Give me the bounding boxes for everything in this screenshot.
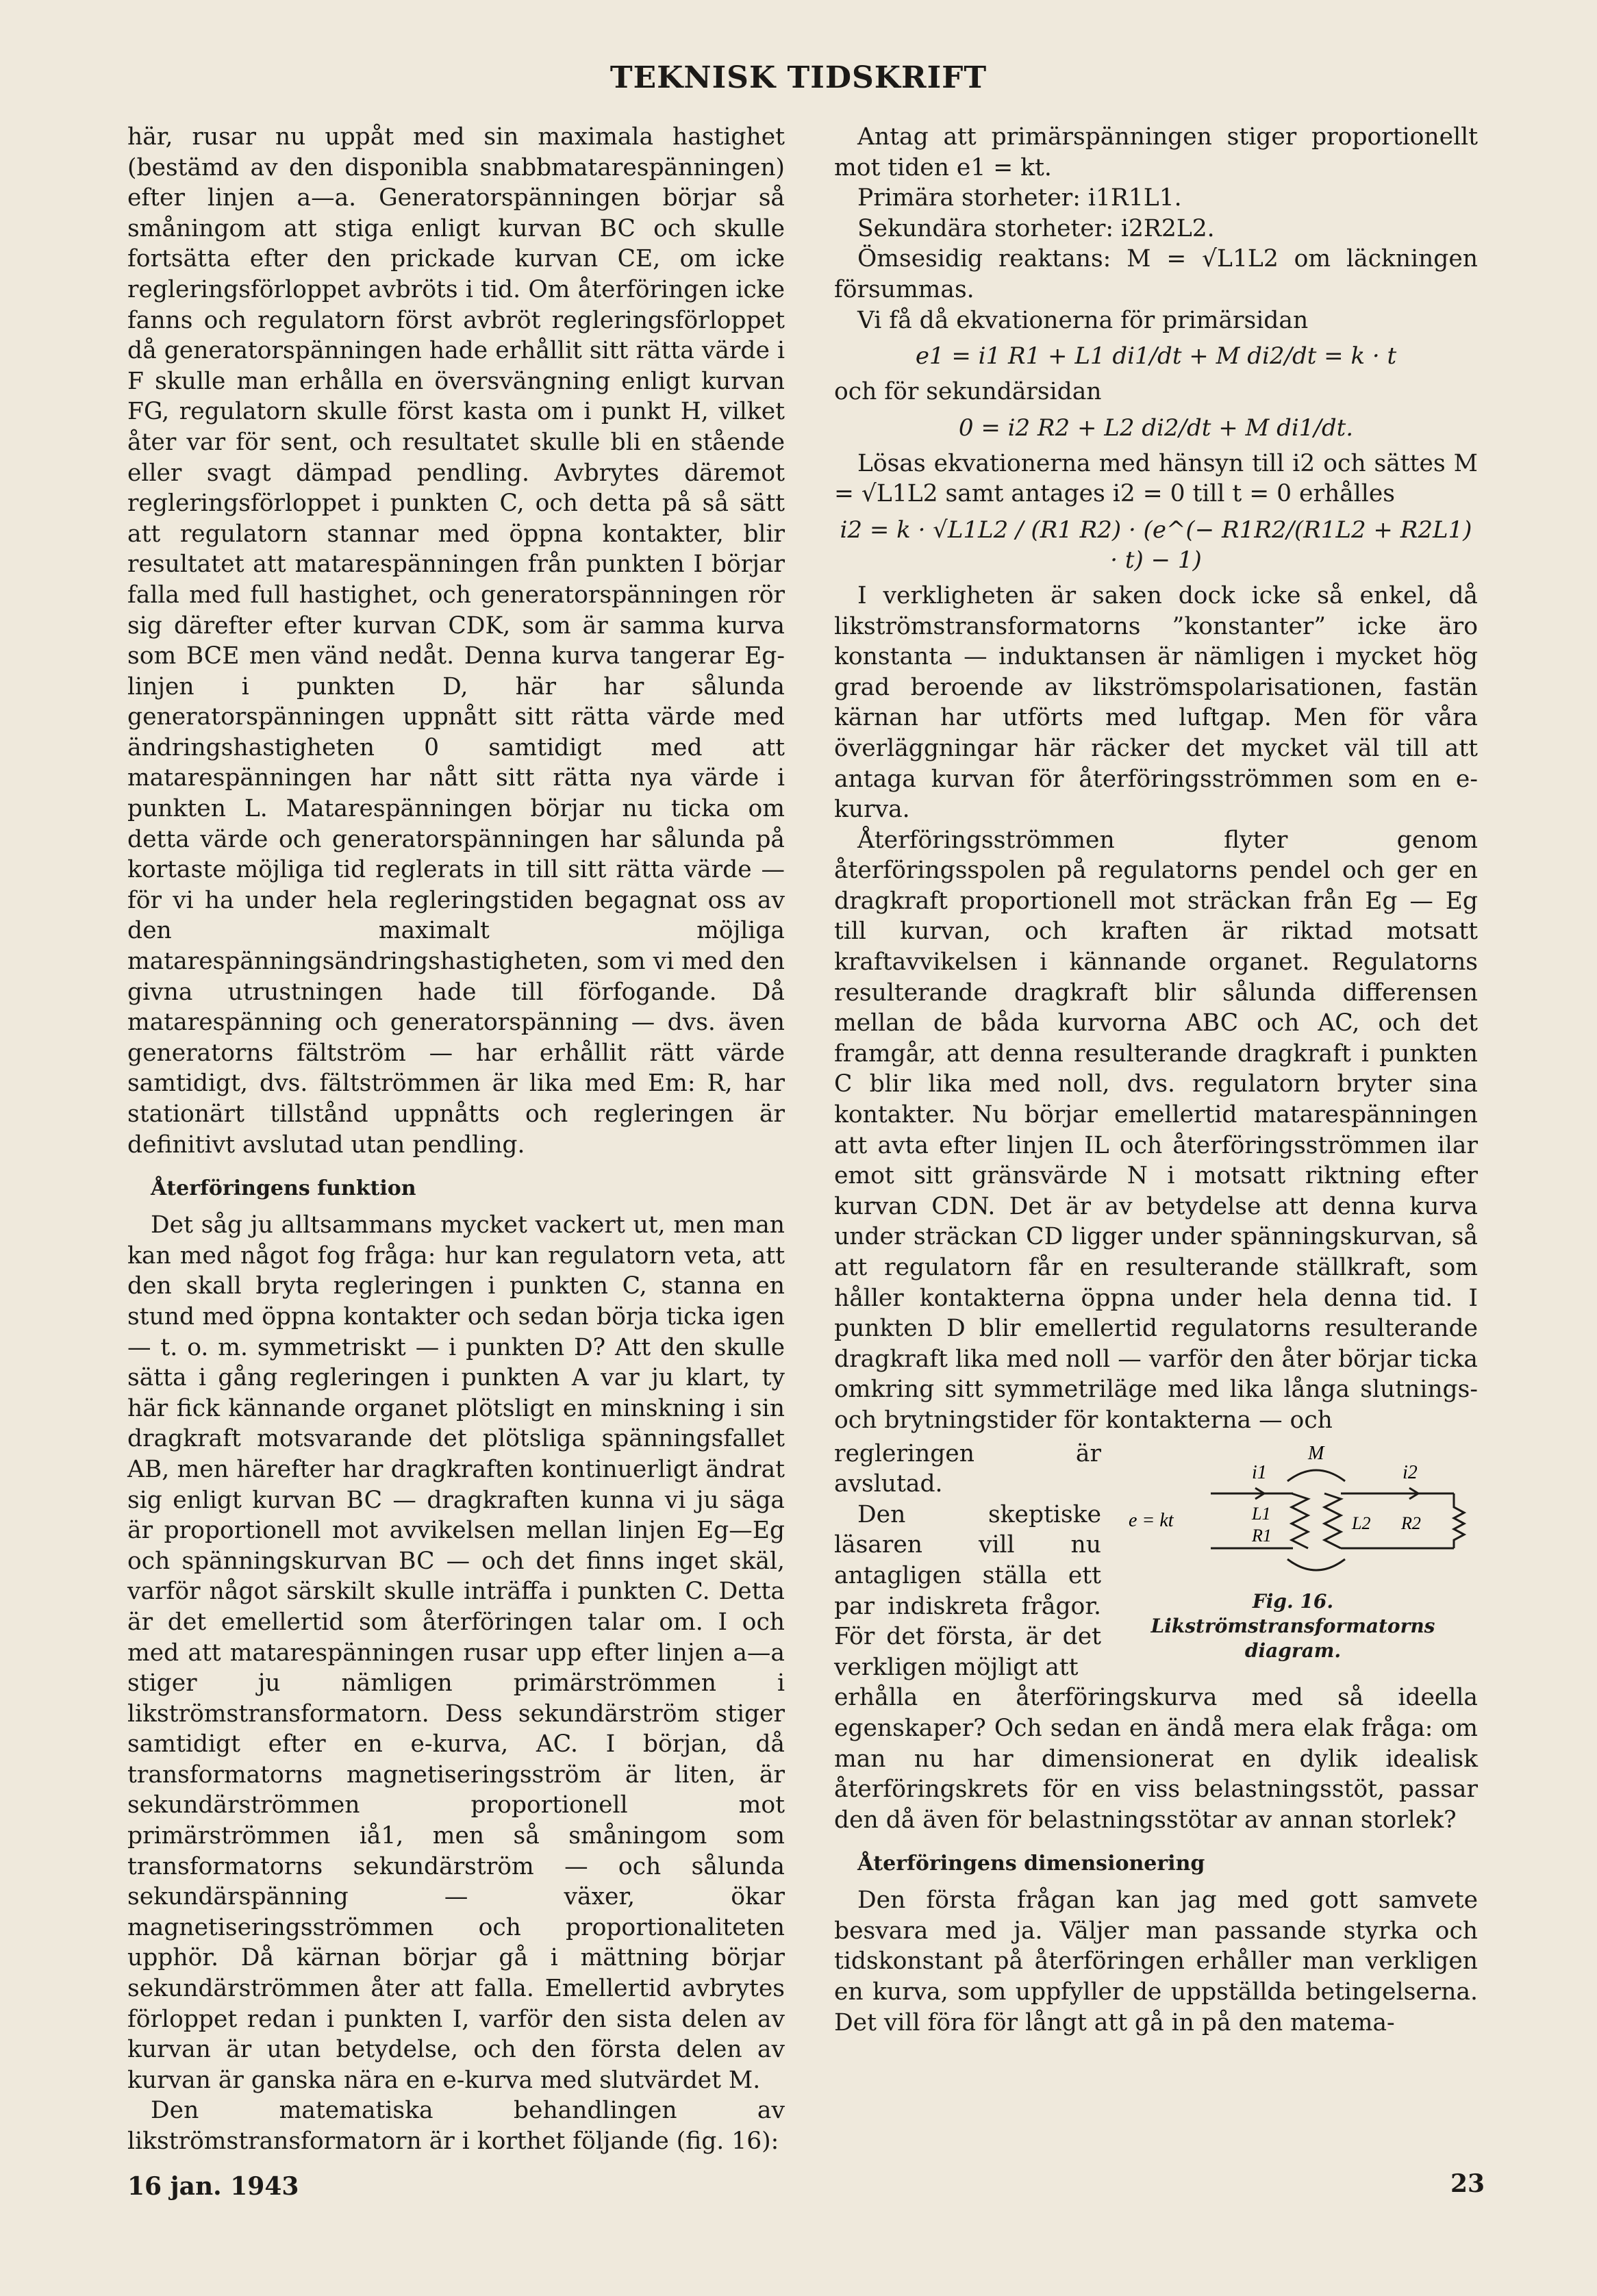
equation-solution: i2 = k · √L1L2 / (R1 R2) · (e^(− R1R2/(R1L2 + R2L1) · t) − 1) [840, 516, 1472, 574]
issue-date: 16 jan. 1943 [127, 2172, 299, 2201]
section-heading: Återföringens funktion [151, 1176, 416, 1201]
paragraph: Den matematiska behandlingen av likströmstransformatorn är i korthet följande (fig. 16): [127, 2097, 785, 2155]
section-heading: Återföringens dimensionering [857, 1852, 1205, 1876]
page-number: 23 [1450, 2169, 1485, 2198]
equation-secondary: 0 = i2 R2 + L2 di2/dt + M di1/dt. [958, 414, 1354, 442]
label-R2: R2 [1401, 1513, 1421, 1533]
right-column [834, 122, 1478, 2038]
label-L2: L2 [1352, 1513, 1371, 1533]
paragraph: erhålla en återföringskurva med så ideella egenskaper? Och sedan en ändå mera elak fråga: om man nu har dimensionerat en dylik idealisk återföringskrets för en viss belastningsstöt, passar den då även för belastningsstötar av annan storlek? [834, 1684, 1478, 1834]
paragraph: regleringen är avslutad. [834, 1439, 1101, 1498]
figure-row [834, 1439, 1478, 1683]
label-L1: L1 [1252, 1503, 1271, 1524]
paragraph: här, rusar nu uppåt med sin maximala hastighet (bestämd av den disponibla snabbmatarespänningen) efter linjen a—a. Generatorspänningen börjar så småningom att stiga enligt kurvan BC och skulle fortsätta efter den prickade kurvan CE, om icke regleringsförloppet avbröts i tid. Om återföringen icke fanns och regulatorn först avbröt regleringsförloppet då generatorspänningen hade erhållit sitt rätta värde i F skulle man erhålla en översvängning enligt kurvan FG, regulatorn skulle först kasta om i punkt H, vilket åter var för sent, och resultatet skulle bli en stående eller svagt dämpad pendling. Avbrytes däremot regleringsförloppet i punkten C, och detta på så sätt att regulatorn stannar med öppna kontakter, blir resultatet att matarespänningen från punkten I börjar falla med full hastighet, och generatorspänningen rör sig därefter efter kurvan CDK, som är samma kurva som BCE men vänd nedåt. Denna kurva tangerar Eg-linjen i punkten D, här har sålunda generatorspänningen uppnått sitt rätta värde med ändringshastigheten 0 samtidigt med att matarespänningen har nått sitt rätta nya värde i punkten L. Matarespänningen börjar nu ticka om detta värde och generatorspänningen har sålunda på kortaste möjliga tid reglerats in till sitt rätta värde — för vi ha under hela regleringstiden begagnat oss av den maximalt möjliga matarespänningsändringshastigheten, som vi med den givna utrustningen hade till förfogande. Då matarespänning och generatorspänning — dvs. även generatorns fältström — har erhållit rätt värde samtidigt, dvs. fältströmmen är lika med Em: R, har stationärt tillstånd uppnåtts och regleringen är definitivt avslutad utan pendling. [127, 123, 785, 1159]
equation-primary: e1 = i1 R1 + L1 di1/dt + M di2/dt = k · t [915, 342, 1397, 370]
paragraph: Primära storheter: i1R1L1. [857, 184, 1182, 212]
label-M: M [1308, 1442, 1324, 1464]
label-i1: i1 [1252, 1461, 1267, 1483]
paragraph: Den skeptiske läsaren vill nu antagligen ställa ett par indiskreta frågor. För det första, är det verkligen möjligt att [834, 1500, 1101, 1681]
paragraph: Vi få då ekvationerna för primärsidan [857, 306, 1309, 334]
paragraph: I verkligheten är saken dock icke så enkel, då likströmstransformatorns ”konstanter” icke äro konstanta — induktansen är nämligen i mycket hög grad beroende av likströmspolarisationen, fastän kärnan har utförts med luftgap. Men för våra överläggningar här räcker det mycket väl till att antaga kurvan för återföringsströmmen som en e-kurva. [834, 581, 1478, 824]
paragraph: Den första frågan kan jag med gott samvete besvara med ja. Väljer man passande styrka och tidskonstant på återföringen erhåller man verkligen en kurva, som uppfyller de uppställda betingelserna. Det vill föra för långt att gå in på den matema- [834, 1887, 1478, 2036]
figure-caption: Fig. 16. Likströmstransformatorns diagram. [1150, 1589, 1435, 1662]
paragraph: Sekundära storheter: i2R2L2. [857, 214, 1215, 242]
figure-wrap-text [834, 1439, 1101, 1683]
label-i2: i2 [1403, 1461, 1418, 1483]
paragraph: Återföringsströmmen flyter genom återföringsspolen på regulatorns pendel och ger en dragkraft proportionell mot sträckan från Eg — Eg till kurvan, och kraften är riktad motsatt kraftavvikelsen i kännande organet. Regulatorns resulterande dragkraft blir sålunda differensen mellan de båda kurvorna ABC och AC, och det framgår, att denna resulterande dragkraft i punkten C blir lika med noll, dvs. regulatorn bryter sina kontakter. Nu börjar emellertid matarespänningen att avta efter linjen IL och återföringsströmmen ilar emot sitt gränsvärde N i motsatt riktning efter kurvan CDN. Det är av betydelse att denna kurva under sträckan CD ligger under spänningskurvan, så att regulatorn får en resulterande ställkraft, som håller kontakterna öppna under hela denna tid. I punkten D blir emellertid regulatorns resulterande dragkraft lika med noll — varför den åter börjar ticka omkring sitt symmetriläge med lika långa slutnings- och brytningstider för kontakterna — och [834, 826, 1478, 1434]
figure-16 [1108, 1439, 1478, 1683]
paragraph: Ömsesidig reaktans: M = √L1L2 om läckningen försummas. [834, 245, 1478, 303]
label-R1: R1 [1252, 1525, 1272, 1546]
paragraph: Lösas ekvationerna med hänsyn till i2 och sättes M = √L1L2 samt antages i2 = 0 till t = 0 erhålles [834, 449, 1478, 508]
paragraph: Antag att primärspänningen stiger proportionellt mot tiden e1 = kt. [834, 123, 1478, 181]
transformer-diagram [1108, 1439, 1478, 1582]
paragraph: och för sekundärsidan [834, 378, 1102, 406]
paragraph: Det såg ju alltsammans mycket vackert ut, men man kan med något fog fråga: hur kan regulatorn veta, att den skall bryta regleringen i punkten C, stanna en stund med öppna kontakter och sedan börja ticka igen — t. o. m. symmetriskt — i punkten D? Att den skulle sätta i gång regleringen i punkten A var ju klart, ty här fick kännande organet plötsligt en minskning i sin dragkraft motsvarande det plötsliga spänningsfallet AB, men härefter har dragkraften kontinuerligt ändrat sig enligt kurvan BC — dragkraften kunna vi ju säga är proportionell mot avvikelsen mellan linjen Eg—Eg och spänningskurvan BC — och det finns inget skäl, varför något särskilt skulle inträffa i punkten C. Detta är det emellertid som återföringen talar om. I och med att matarespänningen rusar upp efter linjen a—a stiger ju nämligen primärströmmen i likströmstransformatorn. Dess sekundärström stiger samtidigt efter en e-kurva, AC. I början, då transformatorns magnetiseringsström är liten, är sekundärströmmen proportionell mot primärströmmen iå1, men så småningom som transformatorns sekundärström — och sålunda sekundärspänning — växer, ökar magnetiseringsströmmen och proportionaliteten upphör. Då kärnan börjar gå i mättning börjar sekundärströmmen åter att falla. Emellertid avbrytes förloppet redan i punkten I, varför den sista delen av kurvan är utan betydelse, och den första delen av kurvan är ganska nära en e-kurva med slutvärdet M. [127, 1211, 785, 2094]
label-source: e = kt [1129, 1509, 1174, 1531]
journal-header: TEKNISK TIDSKRIFT [609, 60, 988, 95]
left-column [127, 122, 785, 2157]
